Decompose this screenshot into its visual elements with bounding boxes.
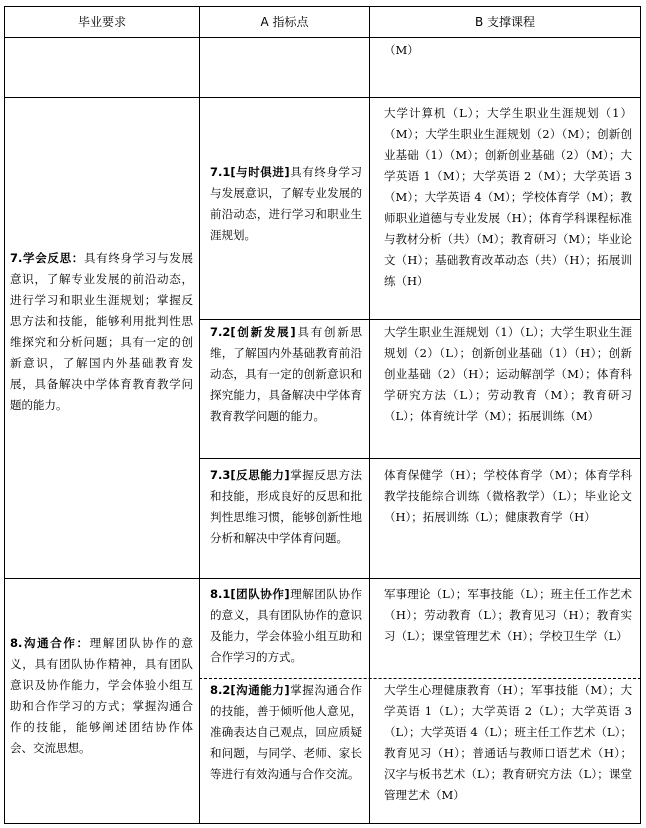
header-graduation-requirement: 毕业要求	[77, 15, 126, 29]
row-divider-7-2	[199, 458, 641, 459]
row-divider-8-1	[199, 678, 641, 679]
indicator-7-1-text: 具有终身学习与发展意识，了解专业发展的前沿动态，进行学习和职业生涯规划。	[210, 165, 363, 242]
indicator-7-1-title: 7.1[与时俱进]	[210, 165, 290, 179]
courses-8-2: 大学生心理健康教育（H）；军事技能（M）；大学英语 1（L）；大学英语 2（L）；大学英语 3（L）；大学英语 4（L）；班主任工作艺术（L）；教育见习（H）；普通话与教师口语艺术（H）；汉字与板书艺术（L）；教育研究方法（L）；课堂管理艺术（M）	[384, 683, 632, 802]
courses-7-1: 大学计算机（L）；大学生职业生涯规划（1）（M）；大学生职业生涯规划（2）（M）；创新创业基础（1）（M）；创新创业基础（2）（M）；大学英语 1（M）；大学英语 2（M）；大学英语 3（M）；大学英语 4（M）；学校体育学（M）；教师职业道德与专业发展（H）；体育学科课程标准与教材分析（共）（M）；教育研习（M）；毕业论文（H）；基础教育改革动态（共）（H）；拓展训练（H）	[384, 106, 632, 288]
requirement-8-title: 8.沟通合作：	[10, 636, 90, 650]
requirement-7-title: 7.学会反思：	[10, 251, 84, 265]
requirement-8-text: 理解团队协作的意义，具有团队协作精神，具有团队意识及协作能力，学会体验小组互助和合作学习的方式；掌握沟通合作的技能，能够阐述团结协作体会、交流思想。	[10, 636, 193, 755]
row-divider-req7	[4, 97, 641, 98]
table-divider-2	[369, 6, 370, 824]
header-bottom-line	[4, 37, 641, 38]
table-divider-1	[199, 6, 200, 824]
requirement-7	[10, 248, 193, 416]
indicator-8-2-text: 掌握沟通合作的技能，善于倾听他人意见，准确表达自己观点，回应质疑和问题，与同学、老师、家长等进行有效沟通与合作交流。	[210, 683, 363, 781]
indicator-8-2-title: 8.2[沟通能力]	[210, 683, 290, 697]
requirement-8	[10, 633, 193, 759]
indicator-8-1-title: 8.1[团队协作]	[210, 587, 290, 601]
row-divider-7-1	[199, 319, 641, 320]
indicator-7-2	[210, 322, 362, 427]
indicator-7-3-text: 掌握反思方法和技能，形成良好的反思和批判性思维习惯，能够创新性地分析和解决中学体育问题。	[210, 468, 363, 545]
courses-7-3: 体育保健学（H）；学校体育学（M）；体育学科教学技能综合训练（微格教学）（L）；毕业论文（H）；拓展训练（L）；健康教育学（H）	[384, 468, 632, 524]
table-border-top	[4, 6, 641, 7]
row-divider-req8	[4, 578, 641, 579]
indicator-7-2-title: 7.2[创新发展]	[210, 325, 296, 339]
header-supporting-courses: B 支撑课程	[474, 15, 536, 29]
courses-8-1: 军事理论（L）；军事技能（L）；班主任工作艺术（H）；劳动教育（L）；教育见习（H）；教育实习（L）；课堂管理艺术（H）；学校卫生学（L）	[384, 587, 632, 643]
indicator-7-1	[210, 162, 362, 246]
indicator-8-1-text: 理解团队协作的意义，具有团队协作的意识及能力，学会体验小组互助和合作学习的方式。	[210, 587, 363, 664]
indicator-8-1	[210, 584, 362, 668]
indicator-8-2	[210, 680, 362, 785]
header-indicator: A 指标点	[260, 15, 309, 29]
table-border-bottom	[4, 823, 641, 824]
table-border-left	[4, 6, 5, 824]
continued-course-grade: （M）	[384, 43, 419, 57]
table-border-right	[640, 6, 641, 824]
indicator-7-2-text: 具有创新思维，了解国内外基础教育前沿动态，具有一定的创新意识和探究能力，具备解决中学体育教育教学问题的能力。	[210, 325, 363, 423]
requirement-7-text: 具有终身学习与发展意识，了解专业发展的前沿动态，进行学习和职业生涯规划；掌握反思方法和技能，能够利用批判性思维探究和分析问题；具有一定的创新意识，了解国内外基础教育发展，具备解决中学体育教育教学问题的能力。	[10, 251, 193, 412]
indicator-7-3-title: 7.3[反思能力]	[210, 468, 290, 482]
courses-7-2: 大学生职业生涯规划（1）（L）；大学生职业生涯规划（2）（L）；创新创业基础（1）（H）；创新创业基础（2）（H）；运动解剖学（M）；体育科学研究方法（L）；劳动教育（M）；教育研习（L）；体育统计学（M）；拓展训练（M）	[384, 325, 632, 423]
indicator-7-3	[210, 465, 362, 549]
